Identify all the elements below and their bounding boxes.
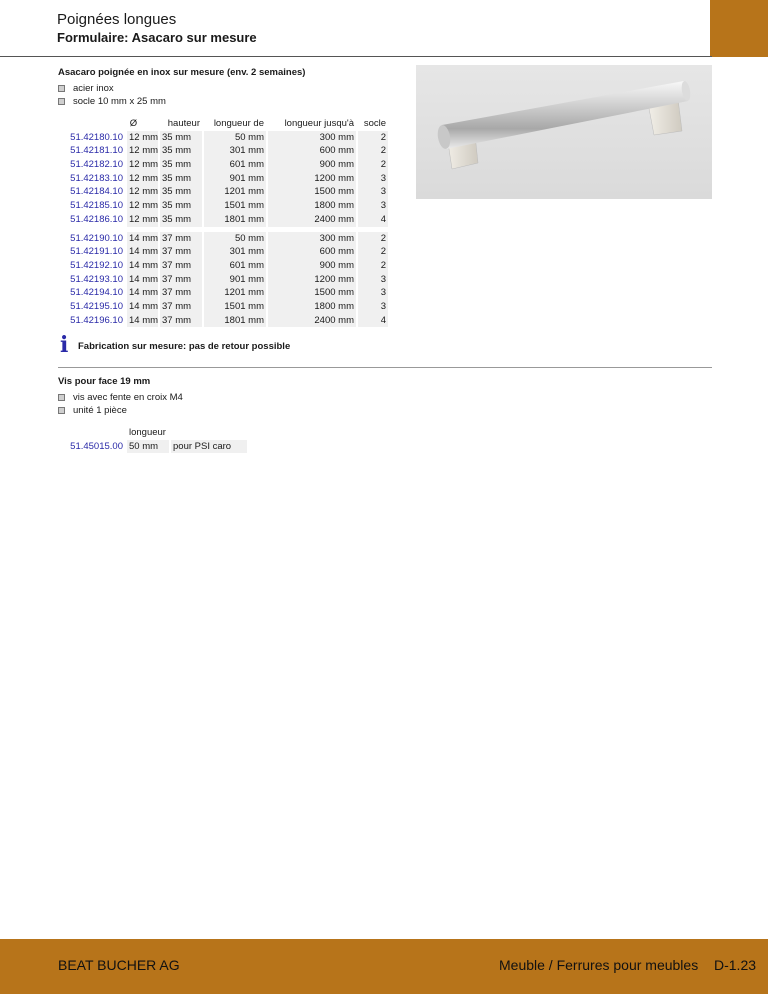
use-cell: pour PSI caro bbox=[171, 440, 247, 454]
base-cell: 2 bbox=[358, 232, 388, 246]
base-cell: 3 bbox=[358, 273, 388, 287]
length-to-cell: 1500 mm bbox=[268, 185, 356, 199]
base-cell: 2 bbox=[358, 245, 388, 259]
screw-features-list bbox=[57, 391, 183, 417]
table-row bbox=[58, 158, 388, 172]
table-group-12mm bbox=[58, 131, 388, 227]
height-cell: 37 mm bbox=[160, 232, 202, 246]
page-title: Poignées longues bbox=[57, 11, 177, 28]
article-number[interactable]: 51.42195.10 bbox=[70, 300, 123, 312]
bullet-icon bbox=[58, 98, 65, 105]
corner-tab bbox=[710, 0, 768, 57]
height-cell: 35 mm bbox=[160, 131, 202, 145]
diameter-cell: 14 mm bbox=[129, 314, 159, 326]
table-row bbox=[58, 213, 388, 227]
article-number[interactable]: 51.42184.10 bbox=[70, 186, 123, 198]
article-number[interactable]: 51.42181.10 bbox=[70, 145, 123, 157]
length-to-cell: 1800 mm bbox=[268, 199, 356, 213]
article-number[interactable]: 51.42191.10 bbox=[70, 246, 123, 258]
length-from-cell: 901 mm bbox=[204, 172, 266, 186]
height-cell: 37 mm bbox=[160, 245, 202, 259]
base-cell: 2 bbox=[358, 144, 388, 158]
category-label: Meuble / Ferrures pour meubles bbox=[499, 957, 699, 973]
base-cell: 3 bbox=[358, 199, 388, 213]
length-to-cell: 1800 mm bbox=[268, 300, 356, 314]
length-to-cell: 1500 mm bbox=[268, 286, 356, 300]
product-photo bbox=[416, 65, 712, 199]
screw-table bbox=[58, 426, 247, 453]
height-cell: 37 mm bbox=[160, 259, 202, 273]
diameter-cell: 12 mm bbox=[129, 145, 159, 157]
diameter-cell: 12 mm bbox=[129, 200, 159, 212]
height-cell: 35 mm bbox=[160, 185, 202, 199]
article-number[interactable]: 51.42190.10 bbox=[70, 232, 123, 244]
article-number[interactable]: 51.42192.10 bbox=[70, 259, 123, 271]
base-cell: 4 bbox=[358, 213, 388, 227]
info-icon: i bbox=[60, 332, 69, 358]
height-cell: 37 mm bbox=[160, 314, 202, 328]
handle-illustration bbox=[416, 65, 712, 199]
return-policy-note: Fabrication sur mesure: pas de retour possible bbox=[78, 341, 291, 352]
length-from-cell: 1201 mm bbox=[204, 286, 266, 300]
table-row bbox=[58, 245, 388, 259]
col-header-diameter: Ø bbox=[129, 118, 138, 129]
table-row bbox=[58, 131, 388, 145]
height-cell: 35 mm bbox=[160, 144, 202, 158]
table-row bbox=[58, 273, 388, 287]
length-to-cell: 900 mm bbox=[268, 158, 356, 172]
length-cell: 50 mm bbox=[127, 440, 169, 454]
length-from-cell: 50 mm bbox=[204, 131, 266, 145]
height-cell: 35 mm bbox=[160, 172, 202, 186]
diameter-cell: 12 mm bbox=[129, 131, 159, 143]
list-item: vis avec fente en croix M4 bbox=[57, 391, 183, 404]
page-subtitle: Formulaire: Asacaro sur mesure bbox=[57, 30, 257, 45]
footer-bar bbox=[0, 939, 768, 994]
table-header bbox=[58, 117, 388, 131]
length-from-cell: 1201 mm bbox=[204, 185, 266, 199]
table-row bbox=[58, 144, 388, 158]
length-to-cell: 1200 mm bbox=[268, 273, 356, 287]
col-header-length: longueur bbox=[129, 427, 166, 438]
length-to-cell: 2400 mm bbox=[268, 213, 356, 227]
handle-features-list bbox=[57, 82, 166, 108]
bullet-icon bbox=[58, 407, 65, 414]
diameter-cell: 14 mm bbox=[129, 246, 159, 258]
length-from-cell: 1801 mm bbox=[204, 213, 266, 227]
col-header-length-from: longueur de bbox=[213, 118, 264, 129]
list-item: acier inox bbox=[57, 82, 166, 95]
table-row bbox=[58, 300, 388, 314]
base-cell: 3 bbox=[358, 172, 388, 186]
length-to-cell: 600 mm bbox=[268, 144, 356, 158]
table-row bbox=[58, 199, 388, 213]
table-row bbox=[58, 185, 388, 199]
length-from-cell: 1501 mm bbox=[204, 199, 266, 213]
article-number[interactable]: 51.42186.10 bbox=[70, 213, 123, 225]
height-cell: 35 mm bbox=[160, 199, 202, 213]
article-number[interactable]: 51.42183.10 bbox=[70, 172, 123, 184]
table-row bbox=[58, 440, 247, 454]
table-row bbox=[58, 232, 388, 246]
article-number[interactable]: 51.42193.10 bbox=[70, 273, 123, 285]
height-cell: 35 mm bbox=[160, 213, 202, 227]
length-to-cell: 300 mm bbox=[268, 131, 356, 145]
col-header-base: socle bbox=[363, 118, 386, 129]
list-item: socle 10 mm x 25 mm bbox=[57, 95, 166, 108]
length-from-cell: 901 mm bbox=[204, 273, 266, 287]
base-cell: 2 bbox=[358, 158, 388, 172]
diameter-cell: 12 mm bbox=[129, 159, 159, 171]
article-number[interactable]: 51.42196.10 bbox=[70, 314, 123, 326]
col-header-length-to: longueur jusqu'à bbox=[284, 118, 354, 129]
length-from-cell: 301 mm bbox=[204, 245, 266, 259]
section-divider bbox=[58, 367, 712, 368]
length-to-cell: 1200 mm bbox=[268, 172, 356, 186]
base-cell: 3 bbox=[358, 185, 388, 199]
list-item: unité 1 pièce bbox=[57, 404, 183, 417]
section-title-handle: Asacaro poignée en inox sur mesure (env. 2 semaines) bbox=[58, 67, 306, 78]
diameter-cell: 14 mm bbox=[129, 232, 159, 244]
section-title-screws: Vis pour face 19 mm bbox=[58, 376, 151, 387]
page-number: D-1.23 bbox=[714, 957, 757, 973]
handle-table bbox=[58, 117, 388, 327]
height-cell: 35 mm bbox=[160, 158, 202, 172]
article-number[interactable]: 51.42180.10 bbox=[70, 131, 123, 143]
base-cell: 3 bbox=[358, 300, 388, 314]
base-cell: 2 bbox=[358, 131, 388, 145]
diameter-cell: 12 mm bbox=[129, 186, 159, 198]
height-cell: 37 mm bbox=[160, 300, 202, 314]
diameter-cell: 12 mm bbox=[129, 213, 159, 225]
length-to-cell: 300 mm bbox=[268, 232, 356, 246]
article-number[interactable]: 51.42185.10 bbox=[70, 200, 123, 212]
diameter-cell: 14 mm bbox=[129, 300, 159, 312]
table-header bbox=[58, 426, 247, 440]
bullet-icon bbox=[58, 394, 65, 401]
diameter-cell: 14 mm bbox=[129, 287, 159, 299]
length-from-cell: 601 mm bbox=[204, 259, 266, 273]
length-from-cell: 1501 mm bbox=[204, 300, 266, 314]
height-cell: 37 mm bbox=[160, 286, 202, 300]
bullet-icon bbox=[58, 85, 65, 92]
length-to-cell: 2400 mm bbox=[268, 314, 356, 328]
base-cell: 3 bbox=[358, 286, 388, 300]
length-to-cell: 900 mm bbox=[268, 259, 356, 273]
length-from-cell: 1801 mm bbox=[204, 314, 266, 328]
table-row bbox=[58, 286, 388, 300]
length-from-cell: 601 mm bbox=[204, 158, 266, 172]
diameter-cell: 12 mm bbox=[129, 172, 159, 184]
length-to-cell: 600 mm bbox=[268, 245, 356, 259]
header-divider bbox=[0, 56, 712, 57]
base-cell: 4 bbox=[358, 314, 388, 328]
table-group-14mm bbox=[58, 232, 388, 328]
base-cell: 2 bbox=[358, 259, 388, 273]
height-cell: 37 mm bbox=[160, 273, 202, 287]
article-number[interactable]: 51.42194.10 bbox=[70, 287, 123, 299]
diameter-cell: 14 mm bbox=[129, 273, 159, 285]
table-row bbox=[58, 259, 388, 273]
table-row bbox=[58, 314, 388, 328]
article-number[interactable]: 51.42182.10 bbox=[70, 159, 123, 171]
article-number[interactable]: 51.45015.00 bbox=[70, 440, 123, 452]
length-from-cell: 50 mm bbox=[204, 232, 266, 246]
col-header-height: hauteur bbox=[167, 118, 200, 129]
diameter-cell: 14 mm bbox=[129, 259, 159, 271]
company-name: BEAT BUCHER AG bbox=[58, 957, 180, 973]
length-from-cell: 301 mm bbox=[204, 144, 266, 158]
table-row bbox=[58, 172, 388, 186]
